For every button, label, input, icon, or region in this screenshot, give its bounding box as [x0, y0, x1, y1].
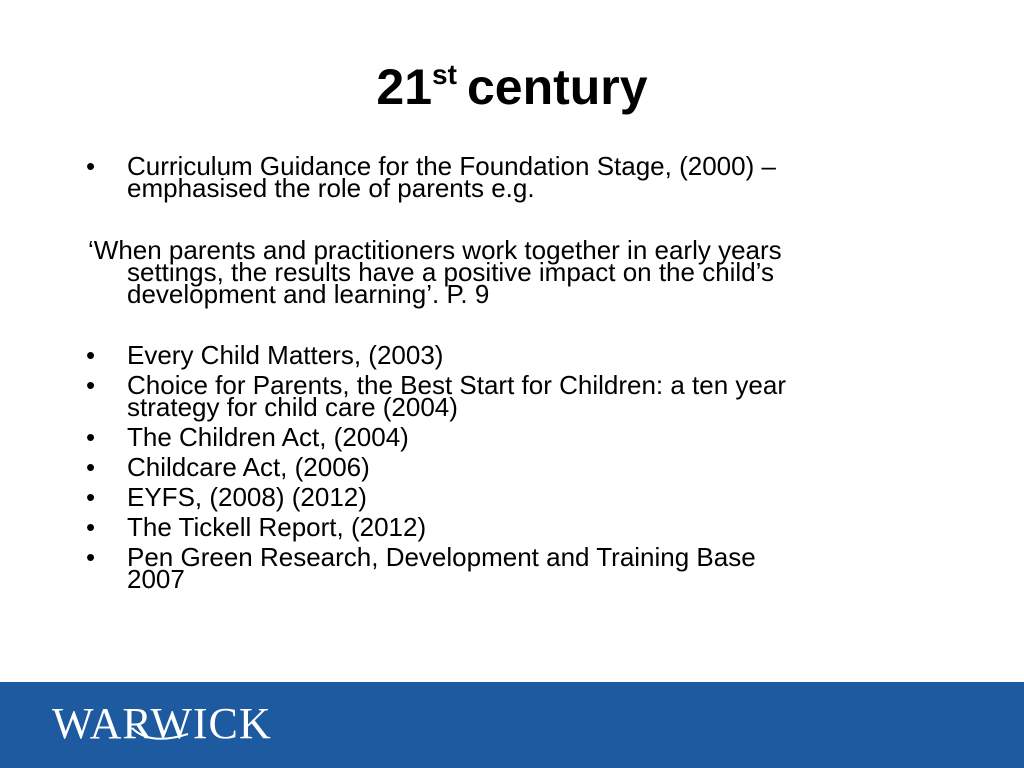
bullet-item-eyfs	[0, 482, 1024, 512]
title-word: century	[466, 59, 648, 115]
bullet-marker: •	[86, 422, 96, 452]
bullet-line: strategy for child care (2004)	[127, 392, 458, 422]
title-superscript: st	[432, 59, 457, 90]
bullet-marker: •	[86, 151, 96, 181]
bullet-marker: •	[86, 452, 96, 482]
bullet-item-choice-for-parents	[0, 370, 1024, 422]
title-number: 21	[376, 59, 433, 115]
bullet-marker: •	[86, 482, 96, 512]
bullet-marker: •	[86, 340, 96, 370]
bullet-line: Curriculum Guidance for the Foundation Stage, (2000) –	[127, 151, 776, 181]
bullet-line: emphasised the role of parents e.g.	[127, 173, 535, 203]
logo-swoosh-icon	[130, 724, 190, 744]
bullet-line: The Tickell Report, (2012)	[127, 512, 427, 542]
quote-block	[0, 235, 1024, 309]
warwick-logo: WARWICK	[52, 699, 272, 748]
bullet-marker: •	[86, 370, 96, 400]
quote-line: ‘When parents and practitioners work together in early years	[88, 235, 782, 265]
bullet-item-childcare-act	[0, 452, 1024, 482]
bullet-line: EYFS, (2008) (2012)	[127, 482, 367, 512]
bullet-item-children-act	[0, 422, 1024, 452]
bullet-item-every-child-matters	[0, 340, 1024, 370]
bullet-line: Choice for Parents, the Best Start for Children: a ten year	[127, 370, 786, 400]
bullet-item-pen-green	[0, 542, 1024, 594]
bullet-marker: •	[86, 542, 96, 572]
bullet-item-tickell-report	[0, 512, 1024, 542]
bullet-item-curriculum-guidance	[0, 151, 1024, 203]
bullet-line: 2007	[127, 564, 185, 594]
footer-band	[0, 682, 1024, 768]
bullet-line: Childcare Act, (2006)	[127, 452, 370, 482]
bullet-line: The Children Act, (2004)	[127, 422, 409, 452]
quote-line: settings, the results have a positive impact on the child’s	[127, 257, 774, 287]
quote-line: development and learning’. P. 9	[127, 279, 490, 309]
bullet-line: Every Child Matters, (2003)	[127, 340, 444, 370]
bullet-marker: •	[86, 512, 96, 542]
slide-title	[0, 54, 1024, 128]
bullet-line: Pen Green Research, Development and Training Base	[127, 542, 756, 572]
